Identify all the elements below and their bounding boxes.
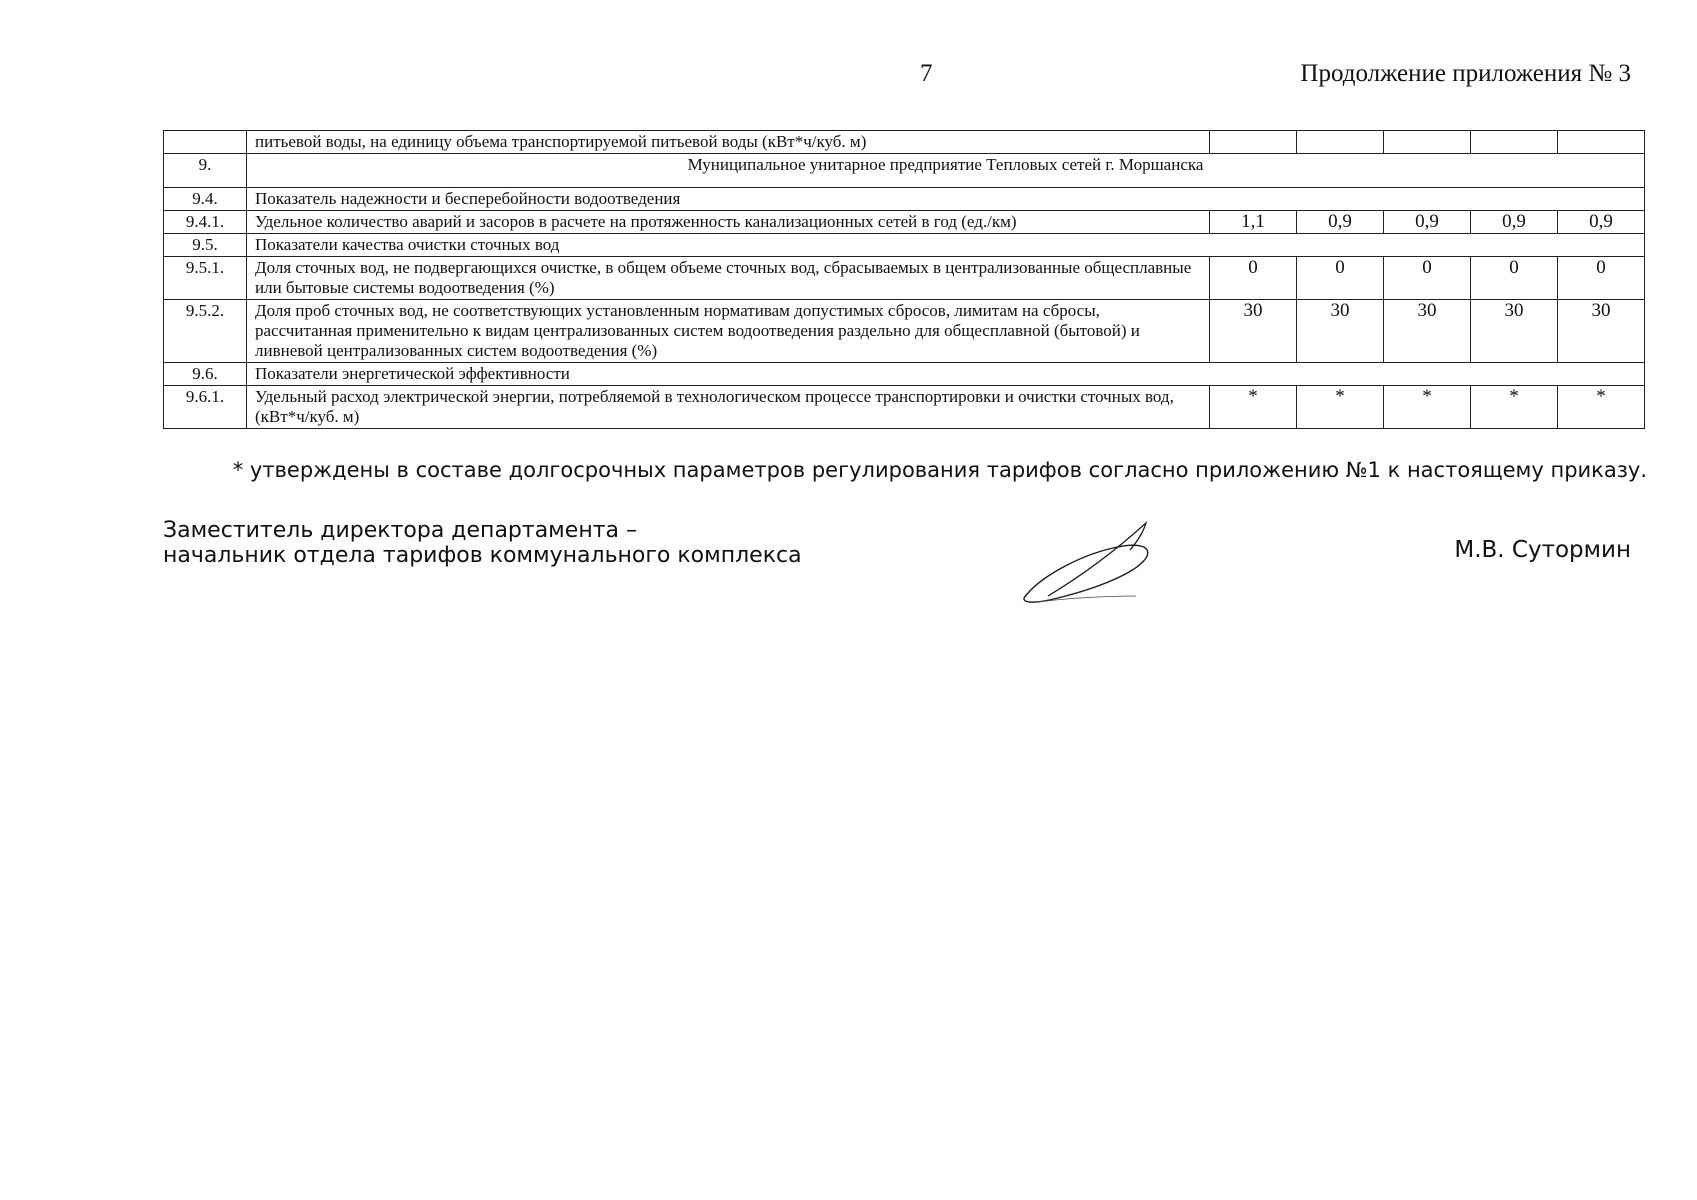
row-number: 9.5.: [164, 234, 247, 257]
value-cell: 30: [1558, 300, 1645, 363]
value-cell: 30: [1471, 300, 1558, 363]
signer-position-line: начальник отдела тарифов коммунального комплекса: [163, 543, 802, 568]
value-cell: *: [1384, 386, 1471, 429]
value-cell: *: [1297, 386, 1384, 429]
row-number: 9.4.1.: [164, 211, 247, 234]
value-cell: 0: [1558, 257, 1645, 300]
value-cell: *: [1558, 386, 1645, 429]
value-cell: 0,9: [1297, 211, 1384, 234]
value-cell: 30: [1297, 300, 1384, 363]
signer-position-line: Заместитель директора департамента –: [163, 518, 637, 543]
value-cell: 0: [1297, 257, 1384, 300]
value-cell: *: [1210, 386, 1297, 429]
section-heading: Показатели качества очистки сточных вод: [247, 234, 1645, 257]
row-number: 9.5.2.: [164, 300, 247, 363]
handwritten-signature: [1018, 518, 1168, 613]
indicators-table: [163, 130, 1645, 429]
page-number: 7: [920, 60, 933, 87]
row-number: 9.4.: [164, 188, 247, 211]
row-number: 9.6.: [164, 363, 247, 386]
row-description: Удельный расход электрической энергии, потребляемой в технологическом процессе транспортировки и очистки сточных вод, (кВт*ч/куб. м): [247, 386, 1210, 429]
table-row: [164, 234, 1645, 257]
row-number: 9.: [164, 154, 247, 188]
value-cell: 0: [1384, 257, 1471, 300]
footnote: * утверждены в составе долгосрочных параметров регулирования тарифов согласно приложению №1 к настоящему приказу.: [232, 458, 1647, 482]
section-heading: Показатель надежности и бесперебойности водоотведения: [247, 188, 1645, 211]
table-row: [164, 188, 1645, 211]
value-cell: 0,9: [1558, 211, 1645, 234]
row-number: [164, 131, 247, 154]
table-row: [164, 154, 1645, 188]
signer-name: М.В. Сутормин: [1454, 537, 1631, 563]
table-row: [164, 211, 1645, 234]
value-cell: [1384, 131, 1471, 154]
value-cell: 0,9: [1384, 211, 1471, 234]
value-cell: 0: [1210, 257, 1297, 300]
row-number: 9.6.1.: [164, 386, 247, 429]
row-number: 9.5.1.: [164, 257, 247, 300]
table-row: [164, 300, 1645, 363]
row-description: Удельное количество аварий и засоров в расчете на протяженность канализационных сетей в год (ед./км): [247, 211, 1210, 234]
value-cell: 0,9: [1471, 211, 1558, 234]
table-row: [164, 386, 1645, 429]
row-description: Доля проб сточных вод, не соответствующих установленным нормативам допустимых сбросов, лимитам на сбросы, рассчитанная применительно к видам централизованных систем водоотведения раздельно для общесплавной (бытовой) и ливневой централизованных систем водоотведения (%): [247, 300, 1210, 363]
section-heading: Показатели энергетической эффективности: [247, 363, 1645, 386]
value-cell: [1558, 131, 1645, 154]
table-row: [164, 131, 1645, 154]
value-cell: 30: [1384, 300, 1471, 363]
signer-position: [163, 518, 802, 568]
table-row: [164, 363, 1645, 386]
value-cell: 0: [1471, 257, 1558, 300]
value-cell: *: [1471, 386, 1558, 429]
table-row: [164, 257, 1645, 300]
value-cell: 1,1: [1210, 211, 1297, 234]
value-cell: [1471, 131, 1558, 154]
row-description: питьевой воды, на единицу объема транспортируемой питьевой воды (кВт*ч/куб. м): [247, 131, 1210, 154]
organization-title: Муниципальное унитарное предприятие Тепловых сетей г. Моршанска: [247, 154, 1645, 188]
appendix-title: Продолжение приложения № 3: [1300, 60, 1631, 87]
value-cell: [1297, 131, 1384, 154]
value-cell: 30: [1210, 300, 1297, 363]
row-description: Доля сточных вод, не подвергающихся очистке, в общем объеме сточных вод, сбрасываемых в централизованные общесплавные или бытовые системы водоотведения (%): [247, 257, 1210, 300]
value-cell: [1210, 131, 1297, 154]
